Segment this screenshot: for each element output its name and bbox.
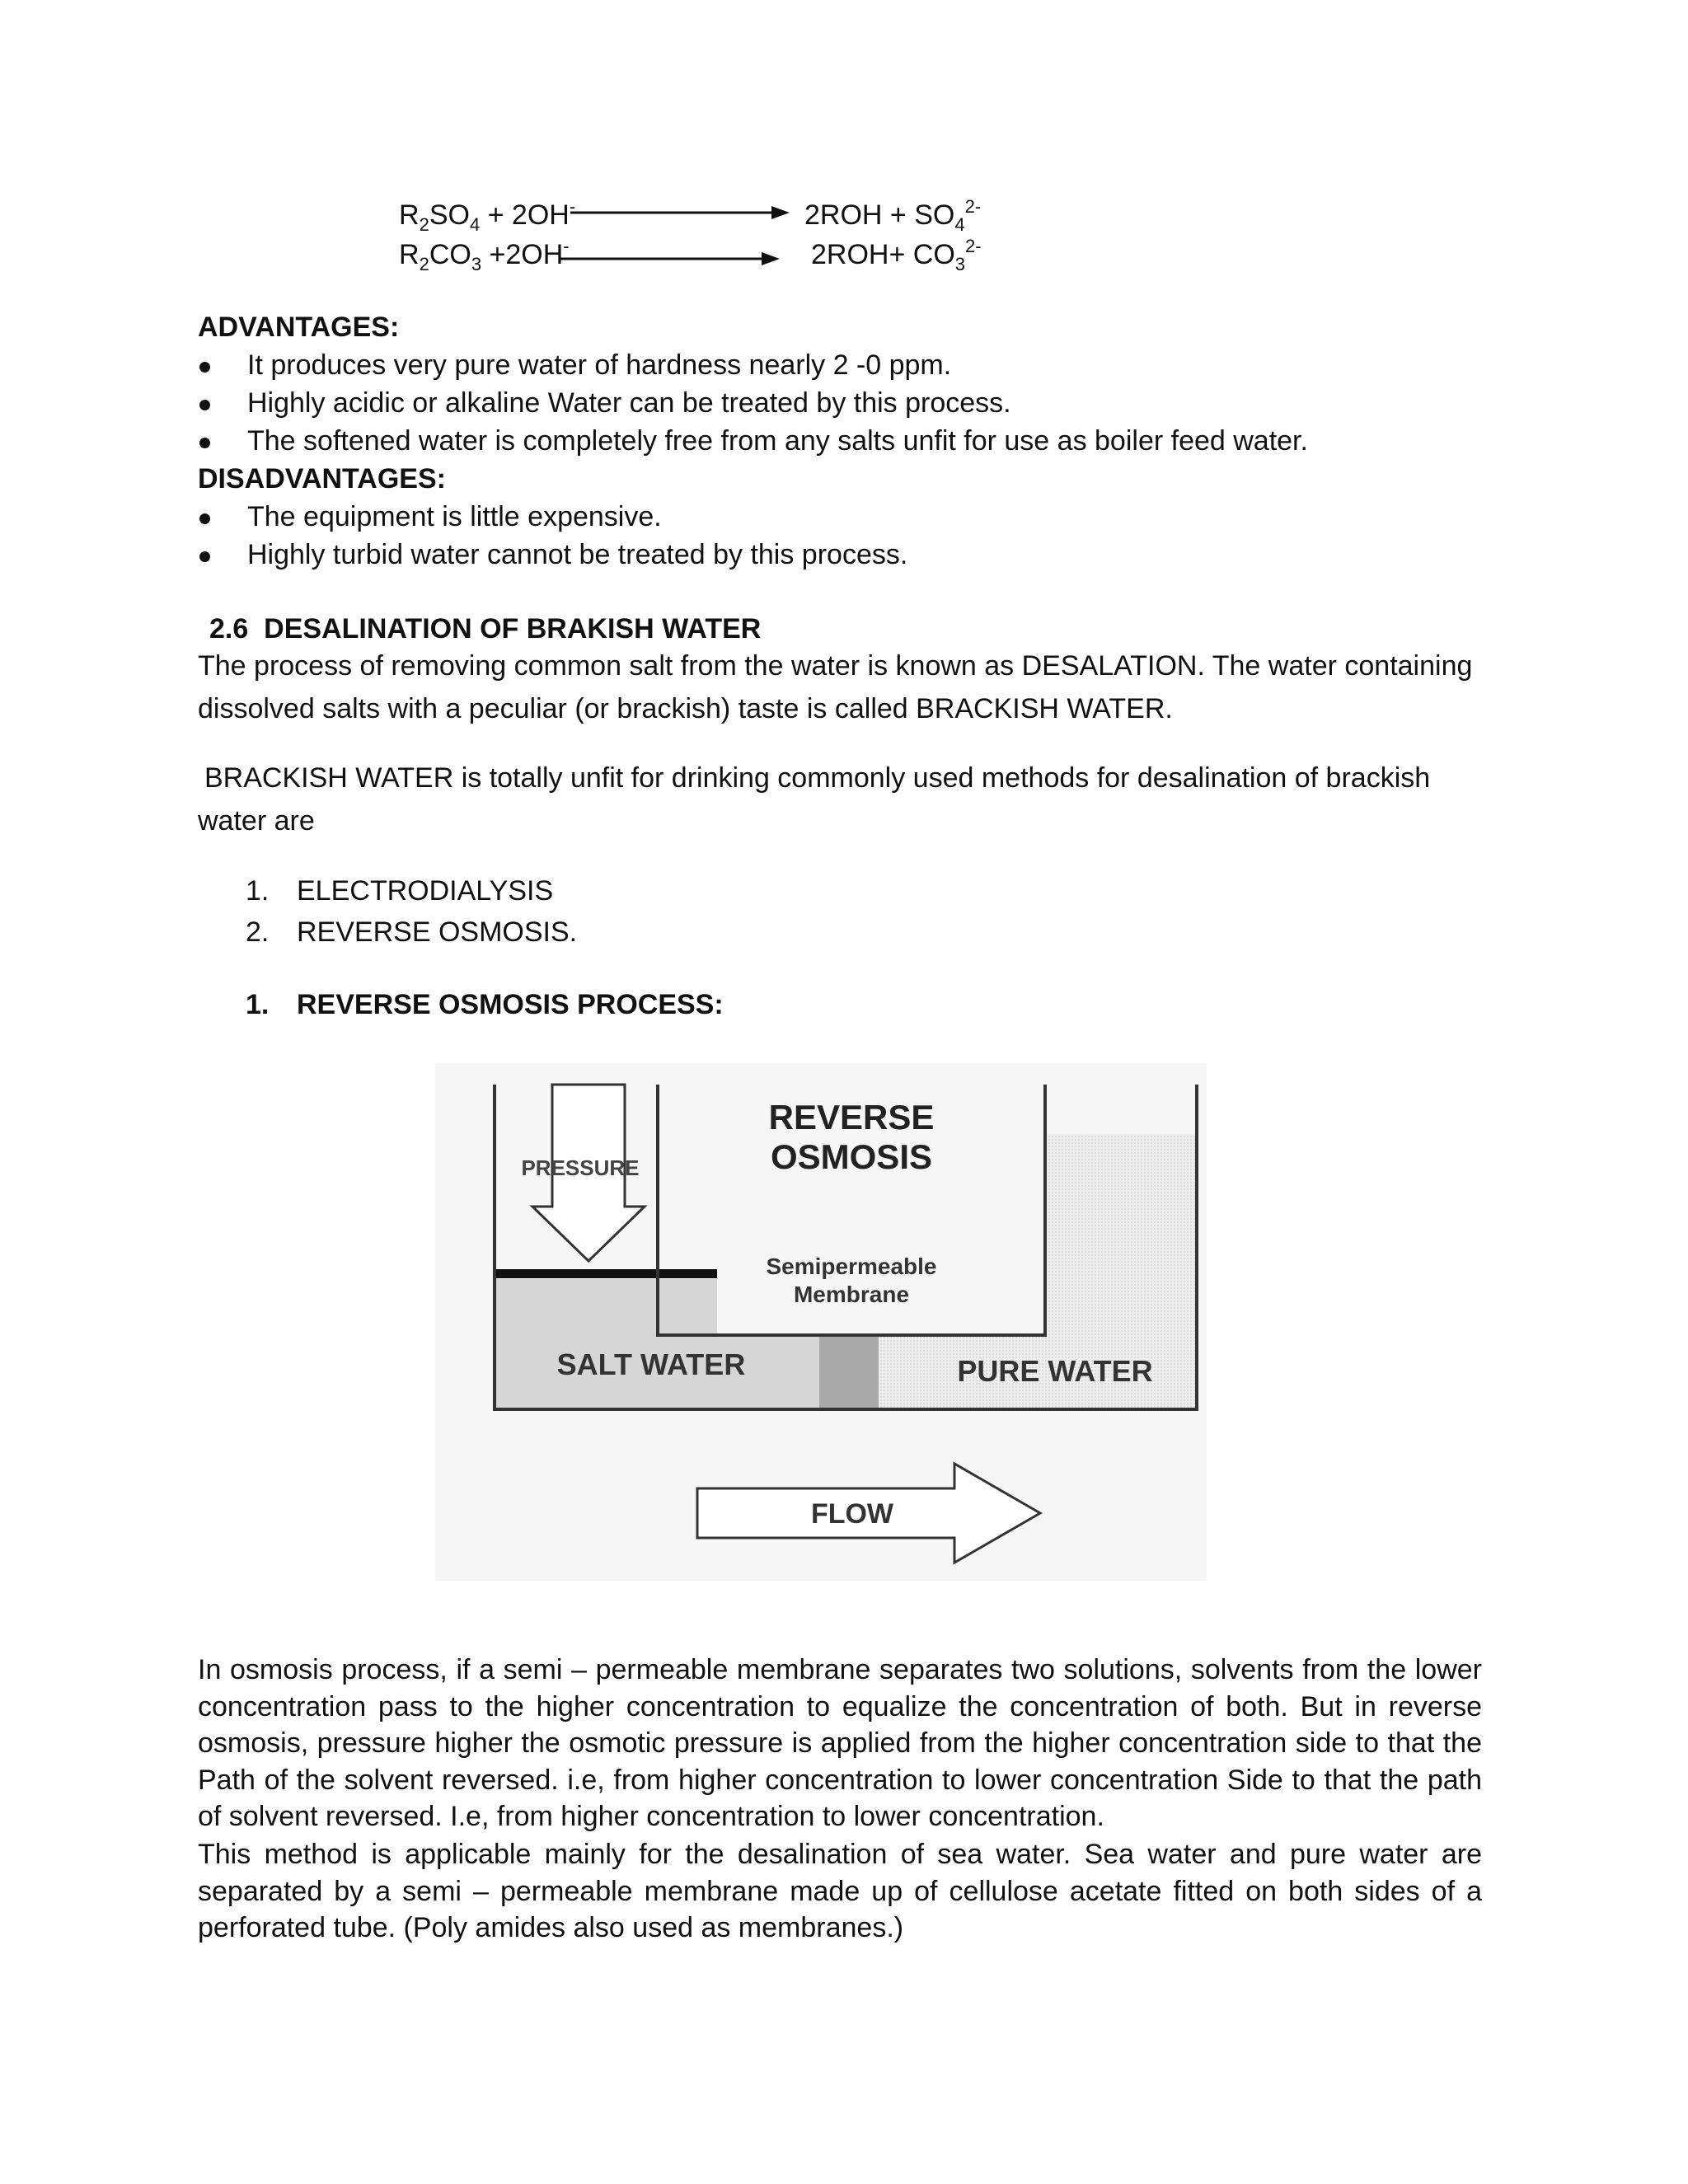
equation-2 (0, 234, 1688, 275)
piston (495, 1269, 717, 1278)
semipermeable-membrane (819, 1335, 879, 1409)
reverse-osmosis-subheading: 1. REVERSE OSMOSIS PROCESS: (246, 989, 724, 1020)
pressure-label: PRESSURE (521, 1155, 640, 1180)
membrane-label-line2: Membrane (793, 1282, 910, 1307)
reverse-osmosis-diagram (435, 1063, 1207, 1581)
section-heading (209, 610, 761, 648)
disadvantages-heading: DISADVANTAGES: (198, 463, 446, 494)
figure-title-line1: REVERSE (768, 1098, 935, 1137)
reaction-arrow-1 (569, 194, 791, 236)
sea-water-paragraph: This method is applicable mainly for the desalination of sea water. Sea water and pure water are separated by a semi – permeable membrane made up of cellulose acetate fitted on both sides of a perforated tube. (Poly amides also used as membranes.) (198, 1839, 1482, 1943)
method-item-reverse-osmosis: 2. REVERSE OSMOSIS. (246, 916, 578, 948)
osmosis-explanation-paragraph: In osmosis process, if a semi – permeable membrane separates two solutions, solvents from the lower concentration pass to the higher concentration to equalize the concentration of both. But in reverse osmosis, pressure higher the osmotic pressure is applied from the higher concentration side to that the Path of the solvent reversed. i.e, from higher concentration to lower concentration Side to that the path of solvent reversed. I.e, from higher concentration to lower concentration. (198, 1654, 1482, 1832)
section-number: 2.6 (209, 613, 249, 644)
advantage-item: Highly acidic or alkaline Water can be treated by this process. (198, 384, 1484, 422)
bullet-icon (199, 513, 210, 524)
advantages-heading: ADVANTAGES: (198, 312, 400, 343)
disadvantage-item: The equipment is little expensive. (198, 498, 1484, 536)
membrane-label-line1: Semipermeable (766, 1254, 937, 1279)
pure-water-column (1045, 1134, 1197, 1335)
equation-2-products: $2ROH+ CO_3^{2-}$ (811, 236, 982, 274)
salt-water-region (495, 1279, 717, 1409)
advantage-item: It produces very pure water of hardness nearly 2 -0 ppm. (198, 346, 1484, 384)
desalination-paragraph: The process of removing common salt from the water is known as DESALATION. The water containing dissolved salts with a peculiar (or brackish) taste is called BRACKISH WATER. (198, 650, 1473, 724)
figure-title-line2: OSMOSIS (770, 1137, 933, 1176)
advantage-item: The softened water is completely free from any salts unfit for use as boiler feed water. (198, 422, 1484, 460)
disadvantage-item: Highly turbid water cannot be treated by this process. (198, 536, 1484, 574)
salt-water-label: SALT WATER (556, 1347, 746, 1381)
brackish-paragraph: BRACKISH WATER is totally unfit for drinking commonly used methods for desalination of brackish water are (198, 762, 1431, 837)
flow-label: FLOW (810, 1498, 894, 1530)
bullet-icon (199, 362, 210, 373)
reaction-arrow-2 (559, 234, 781, 275)
equation-1-products: $2ROH + SO_4^{2-}$ (804, 196, 982, 235)
equation-1-reactants: $R_2SO_4 + 2OH^-$ (399, 196, 576, 235)
bullet-icon (199, 400, 210, 410)
bullet-icon (199, 551, 210, 562)
section-title: DESALINATION OF BRAKISH WATER (264, 613, 762, 644)
equation-1 (0, 194, 1688, 236)
pure-water-label: PURE WATER (957, 1354, 1153, 1388)
method-item-electrodialysis: 1. ELECTRODIALYSIS (246, 875, 554, 907)
equation-2-reactants: $R_2CO_3 +2OH^-$ (399, 236, 570, 274)
bullet-icon (199, 438, 210, 448)
